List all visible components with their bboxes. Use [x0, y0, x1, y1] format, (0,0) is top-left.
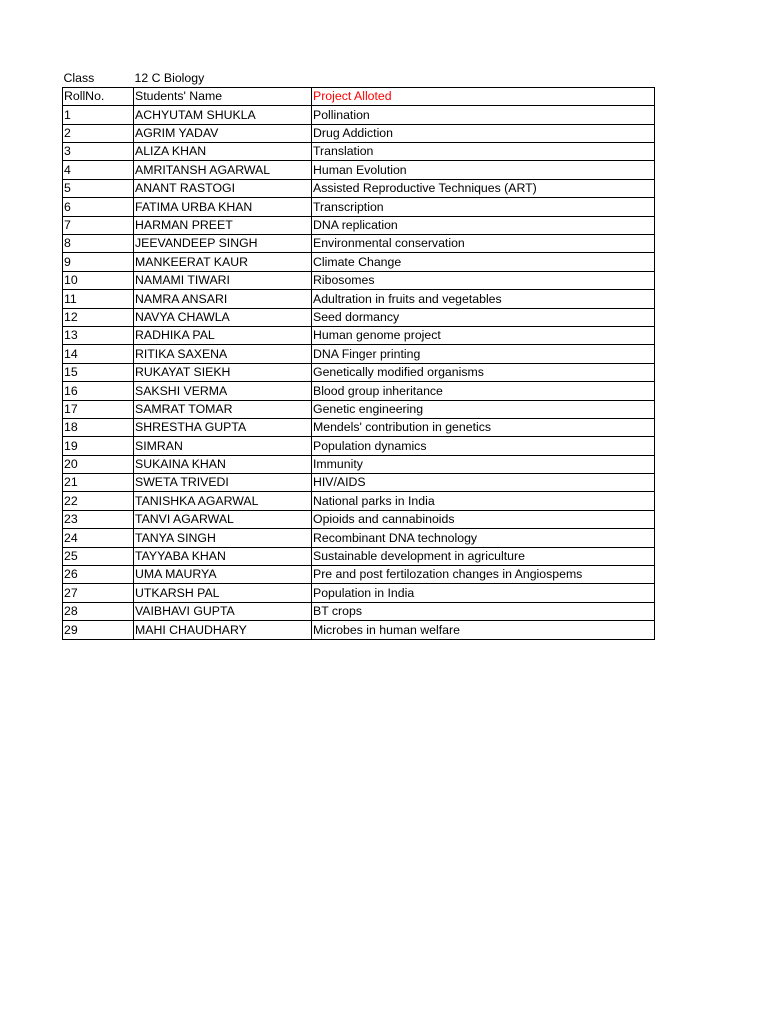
project-column-header: Project Alloted [312, 87, 655, 105]
table-row [63, 161, 655, 179]
project-cell: Drug Addiction [312, 124, 655, 142]
table-row [63, 179, 655, 197]
project-cell: Recombinant DNA technology [312, 529, 655, 547]
roll-cell: 8 [63, 235, 134, 253]
roll-cell: 27 [63, 584, 134, 602]
roll-cell: 5 [63, 179, 134, 197]
student-name-cell: SAMRAT TOMAR [134, 400, 312, 418]
roll-cell: 21 [63, 474, 134, 492]
class-row-empty-cell [312, 69, 655, 87]
roll-cell: 19 [63, 437, 134, 455]
roll-cell: 22 [63, 492, 134, 510]
project-cell: Human genome project [312, 326, 655, 344]
student-name-cell: HARMAN PREET [134, 216, 312, 234]
table-row [63, 566, 655, 584]
roll-cell: 1 [63, 106, 134, 124]
table-row [63, 253, 655, 271]
project-cell: Pre and post fertilozation changes in Angiospems [312, 566, 655, 584]
student-name-cell: RADHIKA PAL [134, 326, 312, 344]
student-name-cell: RUKAYAT SIEKH [134, 363, 312, 381]
student-name-cell: NAVYA CHAWLA [134, 308, 312, 326]
student-name-cell: ACHYUTAM SHUKLA [134, 106, 312, 124]
table-row [63, 492, 655, 510]
project-cell: Population dynamics [312, 437, 655, 455]
table-row [63, 584, 655, 602]
roll-cell: 18 [63, 418, 134, 436]
project-cell: DNA Finger printing [312, 345, 655, 363]
student-name-cell: RITIKA SAXENA [134, 345, 312, 363]
student-name-cell: AMRITANSH AGARWAL [134, 161, 312, 179]
table-row [63, 529, 655, 547]
student-name-cell: TANVI AGARWAL [134, 510, 312, 528]
project-cell: Genetic engineering [312, 400, 655, 418]
project-cell: Population in India [312, 584, 655, 602]
project-cell: Assisted Reproductive Techniques (ART) [312, 179, 655, 197]
roll-cell: 3 [63, 143, 134, 161]
table-row [63, 621, 655, 639]
student-name-cell: TAYYABA KHAN [134, 547, 312, 565]
student-name-cell: NAMAMI TIWARI [134, 271, 312, 289]
project-cell: Sustainable development in agriculture [312, 547, 655, 565]
project-cell: Genetically modified organisms [312, 363, 655, 381]
project-cell: Translation [312, 143, 655, 161]
student-name-cell: JEEVANDEEP SINGH [134, 235, 312, 253]
table-row [63, 510, 655, 528]
roll-column-header: RollNo. [63, 87, 134, 105]
roll-cell: 10 [63, 271, 134, 289]
table-row [63, 235, 655, 253]
project-cell: Blood group inheritance [312, 382, 655, 400]
roll-cell: 24 [63, 529, 134, 547]
table-row [63, 363, 655, 381]
project-cell: Mendels' contribution in genetics [312, 418, 655, 436]
roll-cell: 12 [63, 308, 134, 326]
project-allotment-table [62, 69, 655, 640]
table-row [63, 474, 655, 492]
class-row [63, 69, 655, 87]
student-name-cell: UTKARSH PAL [134, 584, 312, 602]
project-cell: Adultration in fruits and vegetables [312, 290, 655, 308]
table-row [63, 216, 655, 234]
project-cell: National parks in India [312, 492, 655, 510]
table-row [63, 271, 655, 289]
table-row [63, 400, 655, 418]
student-name-cell: SWETA TRIVEDI [134, 474, 312, 492]
roll-cell: 16 [63, 382, 134, 400]
project-cell: HIV/AIDS [312, 474, 655, 492]
roll-cell: 23 [63, 510, 134, 528]
student-name-cell: TANISHKA AGARWAL [134, 492, 312, 510]
roll-cell: 20 [63, 455, 134, 473]
student-name-cell: SUKAINA KHAN [134, 455, 312, 473]
table-row [63, 602, 655, 620]
roll-cell: 15 [63, 363, 134, 381]
roll-cell: 26 [63, 566, 134, 584]
roll-cell: 9 [63, 253, 134, 271]
roll-cell: 2 [63, 124, 134, 142]
project-cell: Human Evolution [312, 161, 655, 179]
project-cell: Immunity [312, 455, 655, 473]
student-name-cell: UMA MAURYA [134, 566, 312, 584]
project-cell: BT crops [312, 602, 655, 620]
class-label: Class [63, 70, 95, 85]
roll-cell: 25 [63, 547, 134, 565]
project-cell: Microbes in human welfare [312, 621, 655, 639]
project-cell: Ribosomes [312, 271, 655, 289]
student-name-cell: MAHI CHAUDHARY [134, 621, 312, 639]
table-row [63, 308, 655, 326]
student-name-cell: MANKEERAT KAUR [134, 253, 312, 271]
column-header-row [63, 87, 655, 105]
roll-cell: 17 [63, 400, 134, 418]
student-name-cell: ANANT RASTOGI [134, 179, 312, 197]
table-row [63, 143, 655, 161]
project-cell: Climate Change [312, 253, 655, 271]
table-row [63, 198, 655, 216]
roll-cell: 29 [63, 621, 134, 639]
project-cell: Seed dormancy [312, 308, 655, 326]
student-name-cell: SIMRAN [134, 437, 312, 455]
student-name-cell: VAIBHAVI GUPTA [134, 602, 312, 620]
project-cell: Opioids and cannabinoids [312, 510, 655, 528]
table-row [63, 547, 655, 565]
student-name-cell: FATIMA URBA KHAN [134, 198, 312, 216]
project-cell: Pollination [312, 106, 655, 124]
student-name-cell: SHRESTHA GUPTA [134, 418, 312, 436]
project-cell: Transcription [312, 198, 655, 216]
project-cell: DNA replication [312, 216, 655, 234]
table-row [63, 106, 655, 124]
roll-cell: 7 [63, 216, 134, 234]
student-name-cell: NAMRA ANSARI [134, 290, 312, 308]
table-row [63, 345, 655, 363]
class-value: 12 C Biology [134, 70, 205, 85]
roll-cell: 6 [63, 198, 134, 216]
name-column-header: Students' Name [134, 87, 312, 105]
table-row [63, 418, 655, 436]
roll-cell: 28 [63, 602, 134, 620]
student-name-cell: ALIZA KHAN [134, 143, 312, 161]
table-row [63, 326, 655, 344]
student-name-cell: AGRIM YADAV [134, 124, 312, 142]
roll-cell: 13 [63, 326, 134, 344]
roll-cell: 4 [63, 161, 134, 179]
student-name-cell: TANYA SINGH [134, 529, 312, 547]
table-row [63, 455, 655, 473]
table-row [63, 290, 655, 308]
table-row [63, 124, 655, 142]
student-name-cell: SAKSHI VERMA [134, 382, 312, 400]
table-row [63, 437, 655, 455]
roll-cell: 14 [63, 345, 134, 363]
table-row [63, 382, 655, 400]
project-cell: Environmental conservation [312, 235, 655, 253]
roll-cell: 11 [63, 290, 134, 308]
